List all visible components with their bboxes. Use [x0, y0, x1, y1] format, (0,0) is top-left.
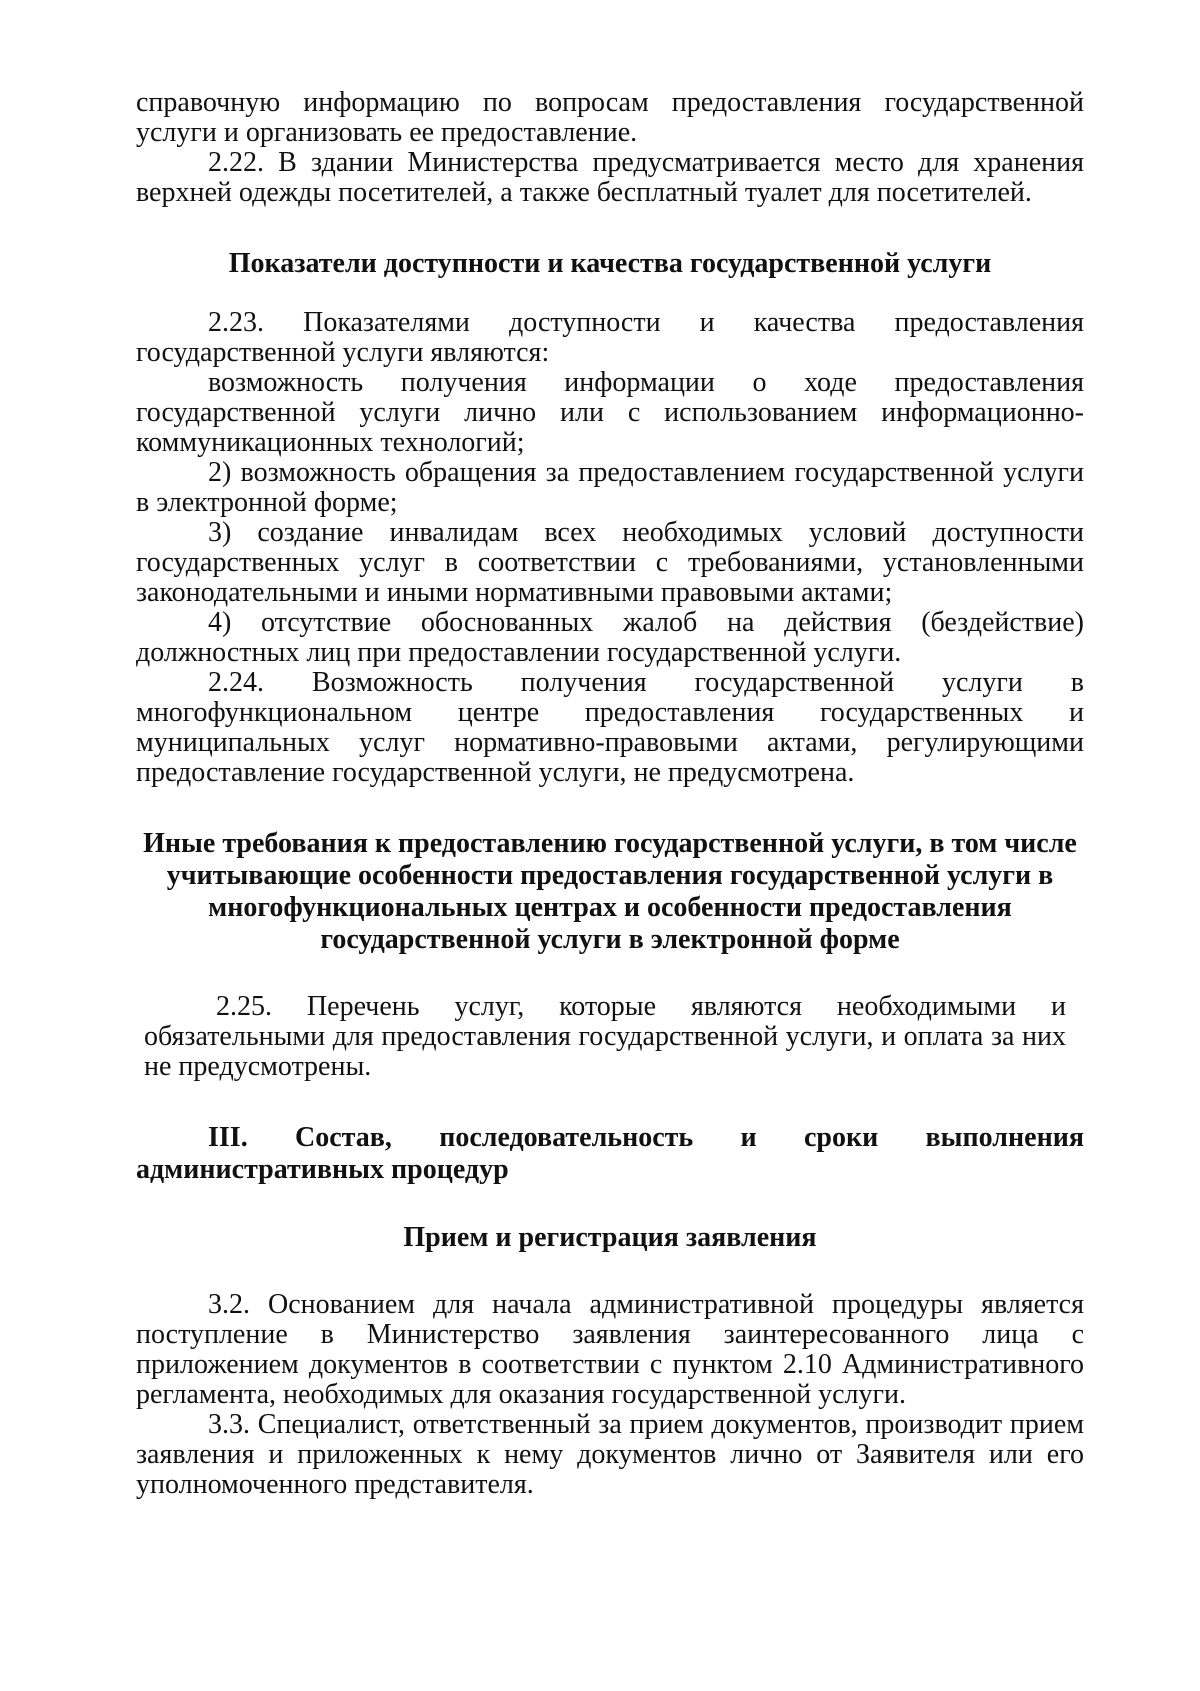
paragraph-2-24: 2.24. Возможность получения государственной услуги в многофункциональном центре предоставления государственных и муниципальных услуг нормативно-правовыми актами, регулирующими предоставление государственной услуги, не предусмотрена.	[136, 667, 1084, 788]
list-item-1: возможность получения информации о ходе предоставления государственной услуги лично или с использованием информационно-коммуникационных технологий;	[136, 367, 1084, 458]
document-body	[136, 88, 1084, 1500]
list-item-4: 4) отсутствие обоснованных жалоб на действия (бездействие) должностных лиц при предоставлении государственной услуги.	[136, 607, 1084, 668]
paragraph-continuation: справочную информацию по вопросам предоставления государственной услуги и организовать ее предоставление.	[136, 87, 1084, 148]
paragraph-3-2: 3.2. Основанием для начала административной процедуры является поступление в Министерство заявления заинтересованного лица с приложением документов в соответствии с пунктом 2.10 Административного регламента, необходимых для оказания государственной услуги.	[136, 1289, 1084, 1410]
list-item-2: 2) возможность обращения за предоставлением государственной услуги в электронной форме;	[136, 457, 1084, 518]
heading-other-requirements: Иные требования к предоставлению государственной услуги, в том числе учитывающие особенности предоставления государственной услуги в многофункциональных центрах и особенности предоставления государственной услуги в электронной форме	[143, 828, 1077, 955]
heading-reception: Прием и регистрация заявления	[403, 1222, 817, 1253]
list-item-3: 3) создание инвалидам всех необходимых условий доступности государственных услуг в соответствии с требованиями, установленными законодательными и иными нормативными правовыми актами;	[136, 517, 1084, 608]
paragraph-2-23: 2.23. Показателями доступности и качества предоставления государственной услуги являются:	[136, 307, 1084, 368]
heading-accessibility: Показатели доступности и качества государственной услуги	[228, 248, 992, 279]
heading-section-3: III. Состав, последовательность и сроки выполнения административных процедур	[136, 1122, 1084, 1185]
paragraph-2-22: 2.22. В здании Министерства предусматривается место для хранения верхней одежды посетителей, а также бесплатный туалет для посетителей.	[136, 147, 1084, 208]
paragraph-2-25: 2.25. Перечень услуг, которые являются необходимыми и обязательными для предоставления государственной услуги, и оплата за них не предусмотрены.	[144, 991, 1066, 1082]
paragraph-3-3: 3.3. Специалист, ответственный за прием документов, производит прием заявления и приложенных к нему документов лично от Заявителя или его уполномоченного представителя.	[136, 1409, 1084, 1500]
